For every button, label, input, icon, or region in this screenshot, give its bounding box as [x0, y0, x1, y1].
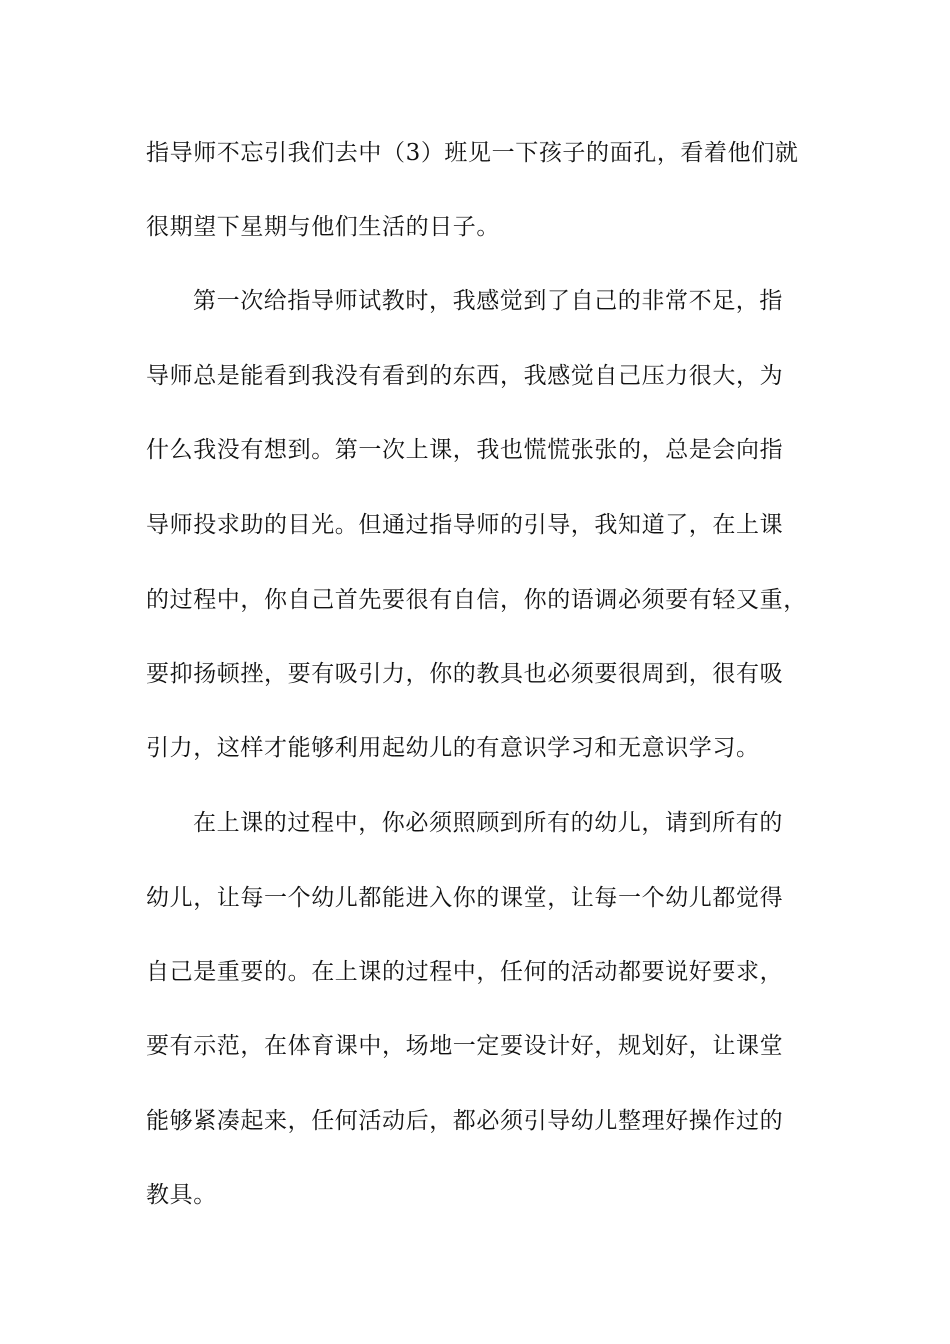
paragraph-first-line: 第一次给指导师试教时，我感觉到了自己的非常不足，指 — [193, 288, 783, 314]
paragraph-line: 教具。 — [146, 1182, 217, 1208]
paragraph-line: 自己是重要的。在上课的过程中，任何的活动都要说好要求， — [146, 959, 784, 985]
paragraph-line: 很期望下星期与他们生活的日子。 — [146, 214, 500, 240]
paragraph-first-line: 在上课的过程中，你必须照顾到所有的幼儿，请到所有的 — [193, 810, 783, 836]
paragraph-line: 导师投求助的目光。但通过指导师的引导，我知道了，在上课 — [146, 512, 784, 538]
paragraph-line: 引力，这样才能够利用起幼儿的有意识学习和无意识学习。 — [146, 735, 760, 761]
paragraph-line: 要抑扬顿挫，要有吸引力，你的教具也必须要很周到，很有吸 — [146, 661, 784, 687]
paragraph-line: 什么我没有想到。第一次上课，我也慌慌张张的，总是会向指 — [146, 437, 784, 463]
paragraph-line: 要有示范，在体育课中，场地一定要设计好，规划好，让课堂 — [146, 1033, 784, 1059]
paragraph-line: 幼儿，让每一个幼儿都能进入你的课堂，让每一个幼儿都觉得 — [146, 885, 784, 911]
paragraph-line: 能够紧凑起来，任何活动后，都必须引导幼儿整理好操作过的 — [146, 1108, 784, 1134]
paragraph-line: 导师总是能看到我没有看到的东西，我感觉自己压力很大，为 — [146, 363, 784, 389]
paragraph-line: 的过程中，你自己首先要很有自信，你的语调必须要有轻又重， — [146, 587, 807, 613]
paragraph-line: 指导师不忘引我们去中（3）班见一下孩子的面孔，看着他们就 — [146, 140, 799, 166]
